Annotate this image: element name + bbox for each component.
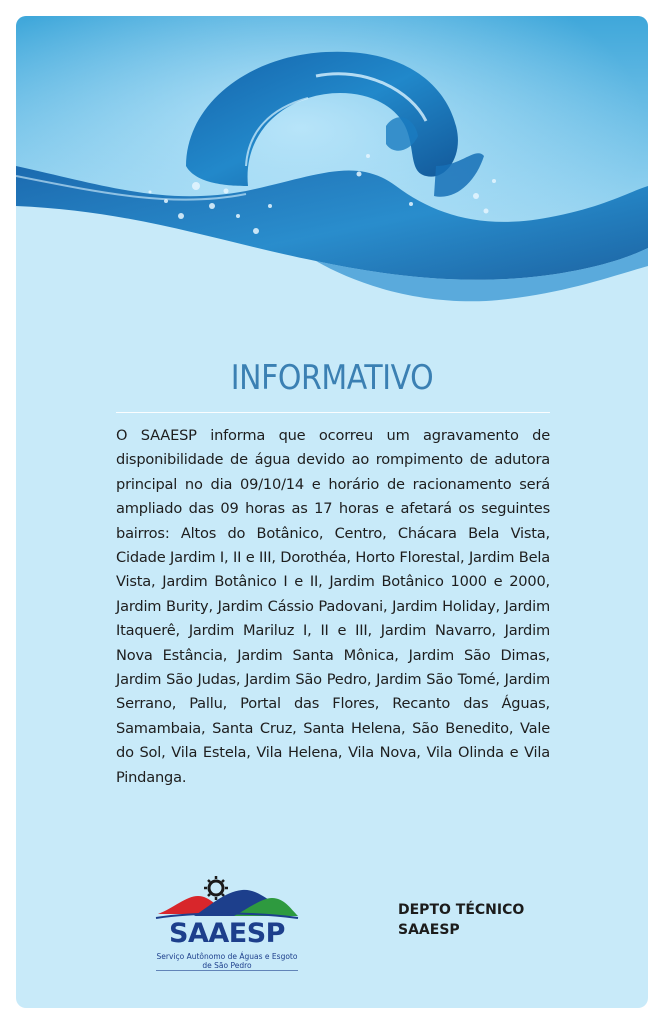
title-divider bbox=[116, 412, 550, 413]
page-title: INFORMATIVO bbox=[230, 358, 434, 398]
logo-wordmark: SAAESP bbox=[169, 918, 285, 949]
water-splash-banner bbox=[16, 16, 648, 336]
signature-department: DEPTO TÉCNICO bbox=[398, 902, 525, 918]
mountains-sun-icon bbox=[154, 874, 300, 920]
logo-underline bbox=[156, 970, 298, 971]
logo-subtitle-1: Serviço Autônomo de Águas e Esgoto bbox=[156, 952, 298, 961]
saaesp-logo bbox=[154, 874, 300, 974]
notice-body: O SAAESP informa que ocorreu um agravamento de disponibilidade de água devido ao rompimento de adutora principal no dia 09/10/14 e horário de racionamento será ampliado das 09 horas as 17 horas e afetará os seguintes bairros: Altos do Botânico, Centro, Chácara Bela Vista, Cidade Jardim I, II e III, Dorothéa, Horto Florestal, Jardim Bela Vista, Jardim Botânico I e II, Jardim Botânico 1000 e 2000, Jardim Burity, Jardim Cássio Padovani, Jardim Holiday, Jardim Itaquerê, Jardim Mariluz I, II e III, Jardim Navarro, Jardim Nova Estância, Jardim Santa Mônica, Jardim São Dimas, Jardim São Judas, Jardim São Pedro, Jardim São Tomé, Jardim Serrano, Pallu, Portal das Flores, Recanto das Águas, Samambaia, Santa Cruz, Santa Helena, São Benedito, Vale do Sol, Vila Estela, Vila Helena, Vila Nova, Vila Olinda e Vila Pindanga. bbox=[116, 427, 550, 786]
notice-card bbox=[16, 16, 648, 1008]
signature bbox=[398, 900, 524, 940]
logo-subtitle-2: de São Pedro bbox=[202, 961, 252, 970]
signature-organization: SAAESP bbox=[398, 922, 460, 938]
